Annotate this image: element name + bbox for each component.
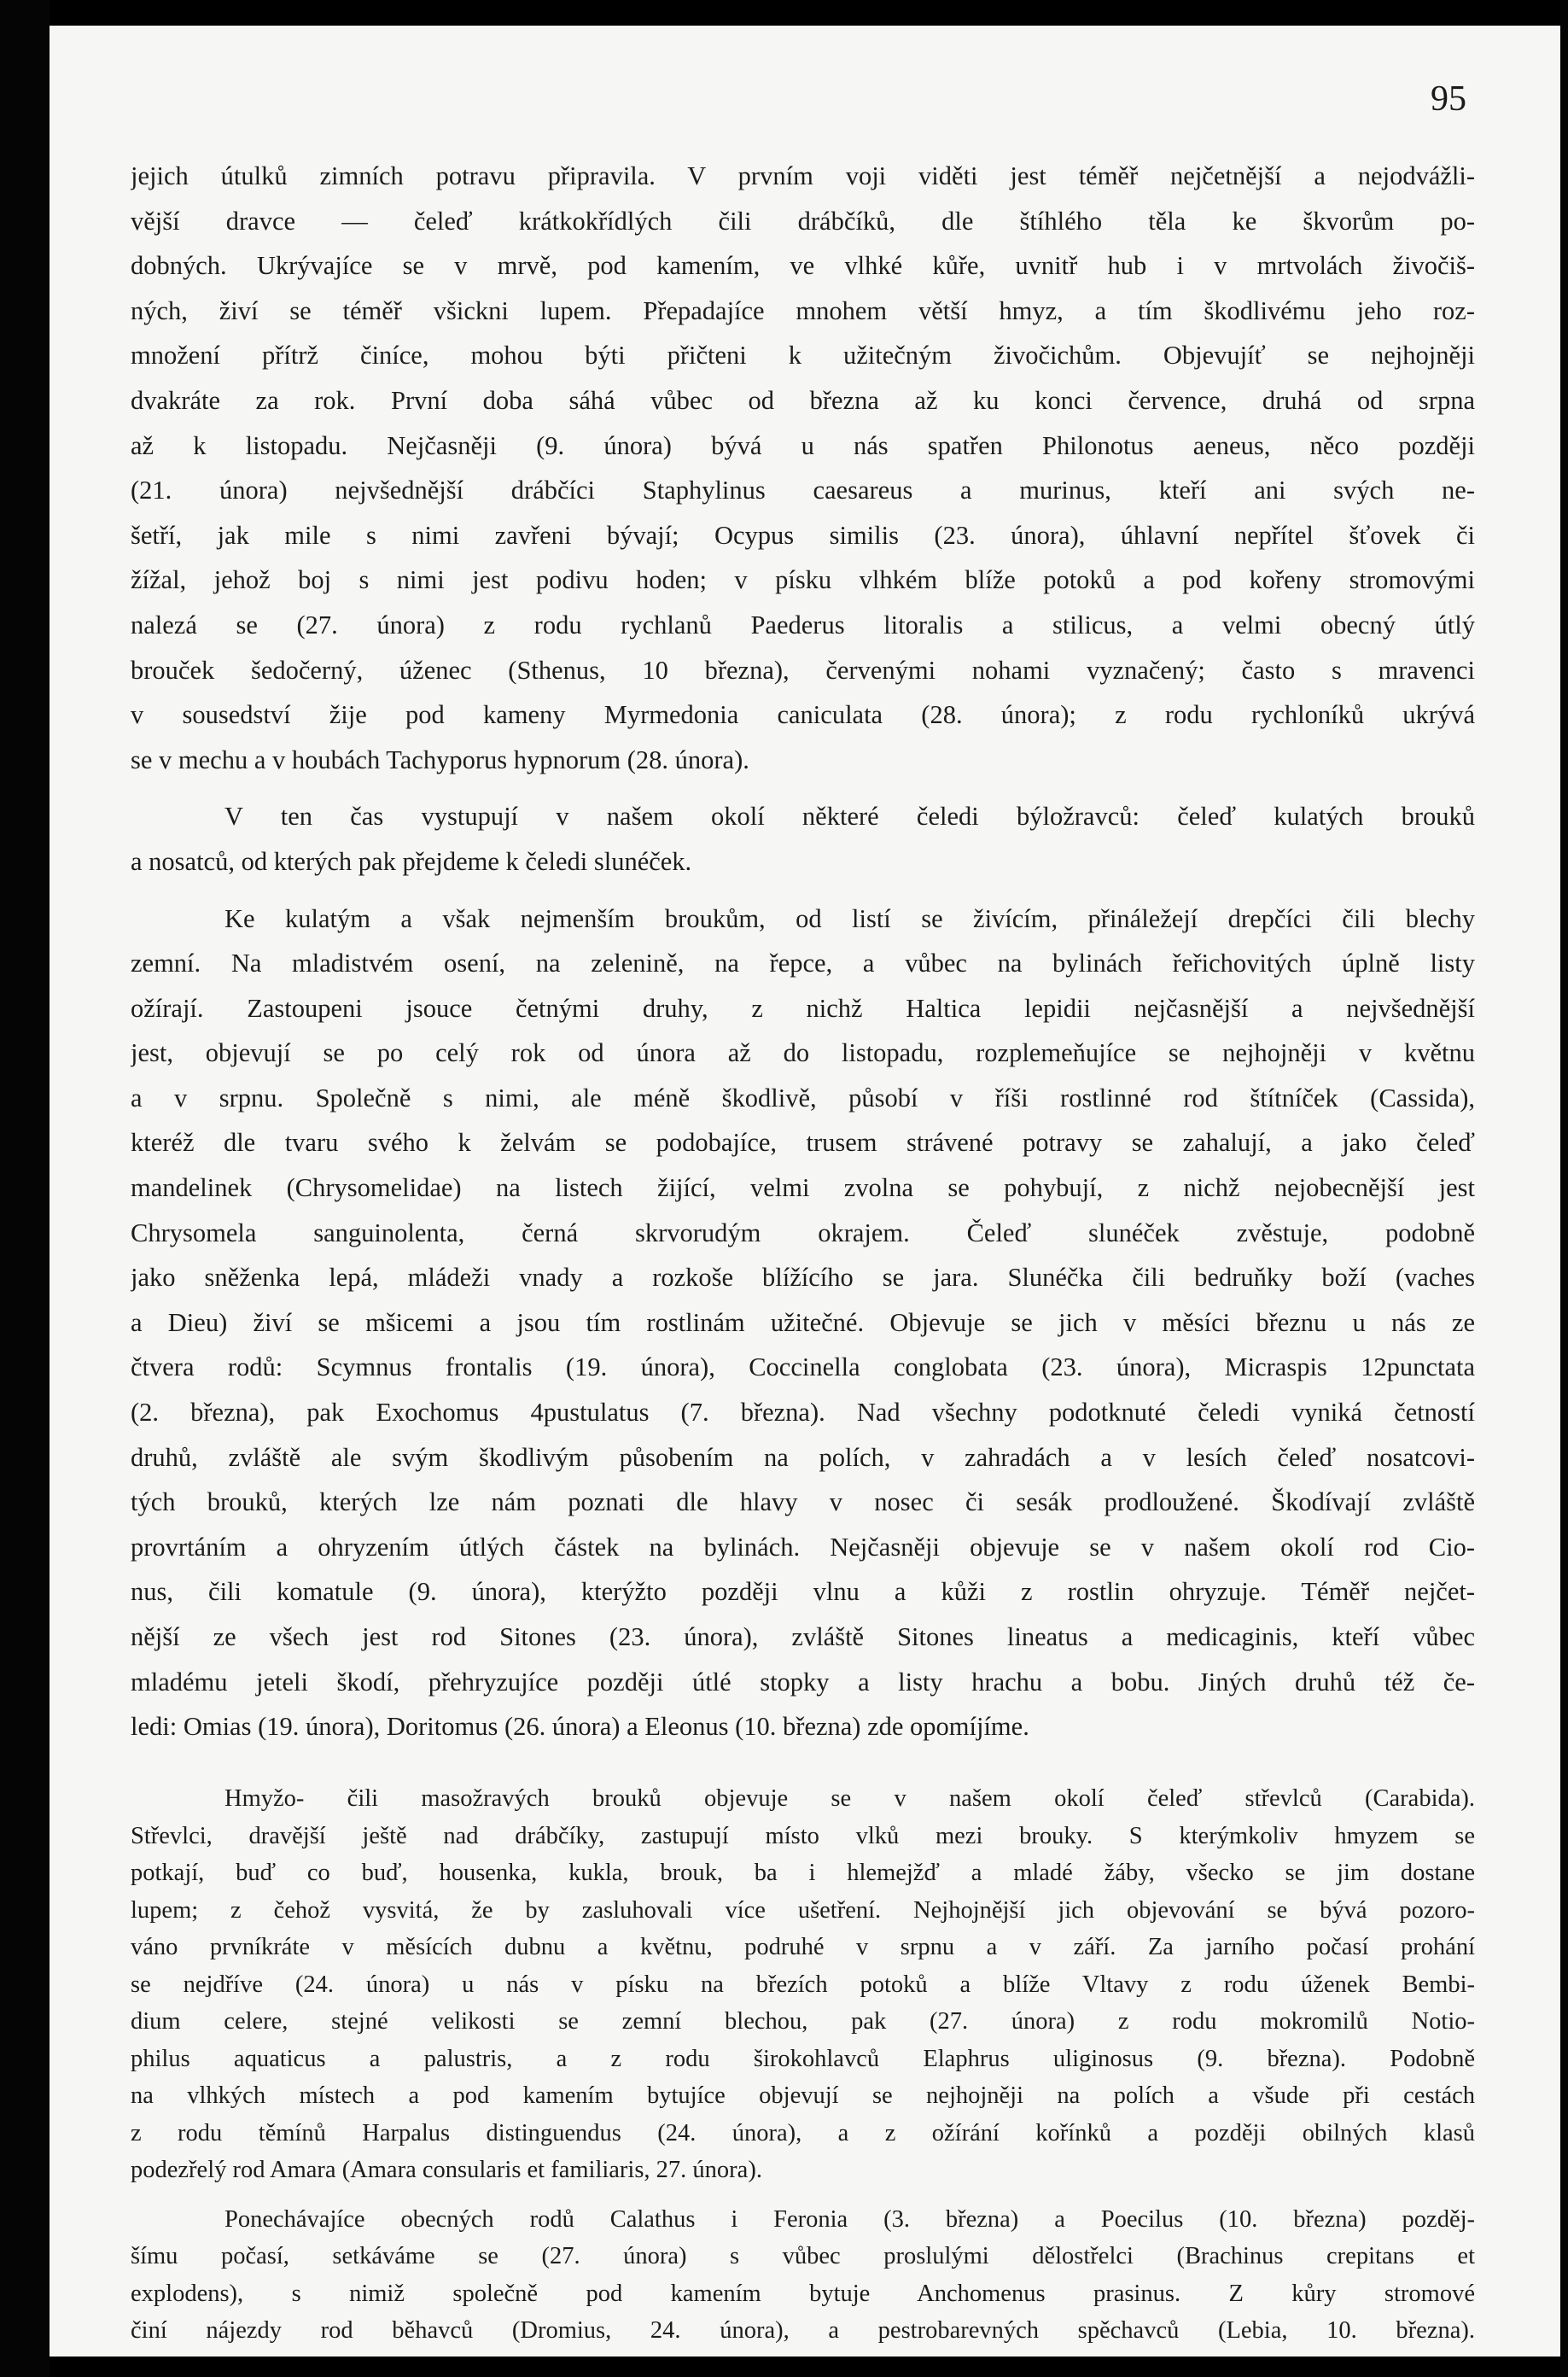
text-line: ledi: Omias (19. února), Doritomus (26. února) a Eleonus (10. března) zde opomíjíme. (131, 1712, 1029, 1742)
text-line: druhů, zvláště ale svým škodlivým působením na polích, v zahradách a v lesích čeleď nosatcovi- (131, 1442, 1475, 1472)
text-line: až k listopadu. Nejčasněji (9. února) bývá u nás spatřen Philonotus aeneus, něco později (131, 430, 1475, 460)
text-line: kteréž dle tvaru svého k želvám se podobajíce, trusem strávené potravy se zahalují, a jako čeleď (131, 1128, 1475, 1158)
text-line: nější ze všech jest rod Sitones (23. února), zvláště Sitones lineatus a medicaginis, kteří vůbec (131, 1622, 1475, 1651)
text-line: váno prvníkráte v měsících dubnu a květnu, podruhé v srpnu a v září. Za jarního počasí prohání (131, 1934, 1475, 1960)
text-line: činí nájezdy rod běhavců (Dromius, 24. února), a pestrobarevných spěchavců (Lebia, 10. března). (131, 2317, 1475, 2344)
book-page (50, 26, 1560, 2357)
text-line: a nosatců, od kterých pak přejdeme k čeledi slunéček. (131, 846, 692, 876)
text-line: tých brouků, kterých lze nám poznati dle hlavy v nosec či sesák prodloužené. Škodívají zvláště (131, 1487, 1475, 1517)
text-line: jejich útulků zimních potravu připravila. V prvním voji viděti jest téměř nejčetnější a nejodvážli- (131, 161, 1475, 190)
text-line: lupem; z čehož vysvitá, že by zasluhovali více ušetření. Nejhojnější jich objevování se bývá pozoro- (131, 1896, 1475, 1924)
paragraph-delostrelci (131, 2201, 1475, 2350)
text-line: nalezá se (27. února) z rodu rychlanů Paederus litoralis a stilicus, a velmi obecný útlý (131, 610, 1475, 640)
text-line: mandelinek (Chrysomelidae) na listech žijící, velmi zvolna se pohybují, z nichž nejobecnější jest (131, 1173, 1475, 1203)
text-line: se v mechu a v houbách Tachyporus hypnorum (28. února). (131, 745, 749, 774)
text-line: jest, objevují se po celý rok od února až do listopadu, rozplemeňujíce se nejhojněji v květnu (131, 1038, 1475, 1068)
text-line: V ten čas vystupují v našem okolí některé čeledi býložravců: čeleď kulatých brouků (224, 802, 1475, 832)
upper-text-block (131, 154, 1475, 1749)
text-line: brouček šedočerný, úženec (Sthenus, 10 března), červenými nohami vyznačený; často s mravenci (131, 655, 1475, 685)
text-line: podezřelý rod Amara (Amara consularis et familiaris, 27. února). (131, 2157, 762, 2183)
text-line: Hmyžo- čili masožravých brouků objevuje se v našem okolí čeleď střevlců (Carabida). (224, 1785, 1475, 1812)
text-line: jako sněženka lepá, mládeži vnady a rozkoše blížícího se jara. Slunéčka čili bedruňky boží (vaches (131, 1263, 1475, 1293)
text-line: Střevlci, dravější ještě nad drábčíky, zastupují místo vlků mezi brouky. S kterýmkoliv hmyzem se (131, 1822, 1475, 1849)
text-line: z rodu těmínů Harpalus distinguendus (24. února), a z ožírání kořínků a později obilných klasů (131, 2119, 1475, 2146)
text-line: množení přítrž činíce, mohou býti přičteni k užitečným živočichům. Objevujíť se nejhojněji (131, 341, 1475, 371)
text-line: šetří, jak mile s nimi zavřeni bývají; Ocypus similis (23. února), úhlavní nepřítel šťovek či (131, 520, 1475, 550)
paragraph-kulati-brouci (131, 896, 1475, 1749)
paragraph-bylozravci (131, 794, 1475, 884)
text-line: se nejdříve (24. února) u nás v písku na březích potoků a blíže Vltavy z rodu úženek Bembi- (131, 1971, 1475, 1998)
text-line: Ponechávajíce obecných rodů Calathus i Feronia (3. března) a Poecilus (10. března) pozděj- (224, 2205, 1475, 2233)
text-line: ožírají. Zastoupeni jsouce četnými druhy, z nichž Haltica lepidii nejčasnější a nejvšednější (131, 993, 1475, 1023)
text-line: dium celere, stejné velikosti se zemní blechou, pak (27. února) z rodu mokromilů Notio- (131, 2008, 1475, 2035)
text-line: (21. února) nejvšednější drábčíci Staphylinus caesareus a murinus, kteří ani svých ne- (131, 476, 1475, 505)
text-line: dobných. Ukrývajíce se v mrvě, pod kamením, ve vlhké kůře, uvnitř hub i v mrtvolách živočiš- (131, 251, 1475, 281)
text-line: provrtáním a ohryzením útlých částek na bylinách. Nejčasněji objevuje se v našem okolí rod Cio- (131, 1532, 1475, 1562)
text-line: žížal, jehož boj s nimi jest podivu hoden; v písku vlhkém blíže potoků a pod kořeny stromovými (131, 565, 1475, 595)
text-line: Ke kulatým a však nejmenším broukům, od listí se živícím, přináležejí drepčíci čili blechy (224, 903, 1475, 933)
text-line: ných, živí se téměř všickni lupem. Přepadajíce mnohem větší hmyz, a tím škodlivému jeho roz- (131, 295, 1475, 325)
text-line: potkají, buď co buď, housenka, kukla, brouk, ba i hlemejžď a mladé žáby, všecko se jim dostane (131, 1860, 1475, 1886)
text-line: philus aquaticus a palustris, a z rodu širokohlavců Elaphrus uliginosus (9. března). Podobně (131, 2045, 1475, 2072)
text-line: mladému jeteli škodí, přehryzujíce později útlé stopky a listy hrachu a bobu. Jiných druhů též če- (131, 1667, 1475, 1697)
scan-border-left (0, 0, 50, 2377)
text-line: dvakráte za rok. První doba sáhá vůbec od března až ku konci července, druhá od srpna (131, 385, 1475, 415)
text-line: a v srpnu. Společně s nimi, ale méně škodlivě, působí v říši rostlinné rod štítníček (Cassida), (131, 1083, 1475, 1113)
text-line: (2. března), pak Exochomus 4pustulatus (7. března). Nad všechny podotknuté čeledi vyniká četností (131, 1398, 1475, 1428)
text-line: zemní. Na mladistvém osení, na zelenině, na řepce, a vůbec na bylinách řeřichovitých úplně listy (131, 949, 1475, 978)
text-line: šímu počasí, setkáváme se (27. února) s vůbec proslulými dělostřelci (Brachinus crepitans et (131, 2243, 1475, 2269)
text-line: explodens), s nimiž společně pod kamením bytuje Anchomenus prasinus. Z kůry stromové (131, 2280, 1475, 2307)
text-line: Chrysomela sanguinolenta, černá skrvorudým okrajem. Čeleď slunéček zvěstuje, podobně (131, 1218, 1475, 1247)
text-line: čtvera rodů: Scymnus frontalis (19. února), Coccinella conglobata (23. února), Micraspis 12punctata (131, 1352, 1475, 1382)
paragraph-strevlci (131, 1780, 1475, 2189)
text-line: nus, čili komatule (9. února), kterýžto později vlnu a kůži z rostlin ohryzuje. Téměř nejčet- (131, 1577, 1475, 1607)
text-line: v sousedství žije pod kameny Myrmedonia caniculata (28. února); z rodu rychloníků ukrývá (131, 700, 1475, 730)
text-line: vější dravce — čeleď krátkokřídlých čili drábčíků, dle štíhlého těla ke škvorům po- (131, 206, 1475, 236)
page-number: 95 (1431, 79, 1466, 119)
paragraph-drabcici (131, 154, 1475, 782)
lower-text-block (131, 1780, 1475, 2350)
text-line: na vlhkých místech a pod kamením bytujíce objevují se nejhojněji na polích a všude při cestách (131, 2082, 1475, 2109)
scan-border-right (1560, 0, 1568, 2377)
text-line: a Dieu) živí se mšicemi a jsou tím rostlinám užitečné. Objevuje se jich v měsíci březnu u nás ze (131, 1307, 1475, 1337)
